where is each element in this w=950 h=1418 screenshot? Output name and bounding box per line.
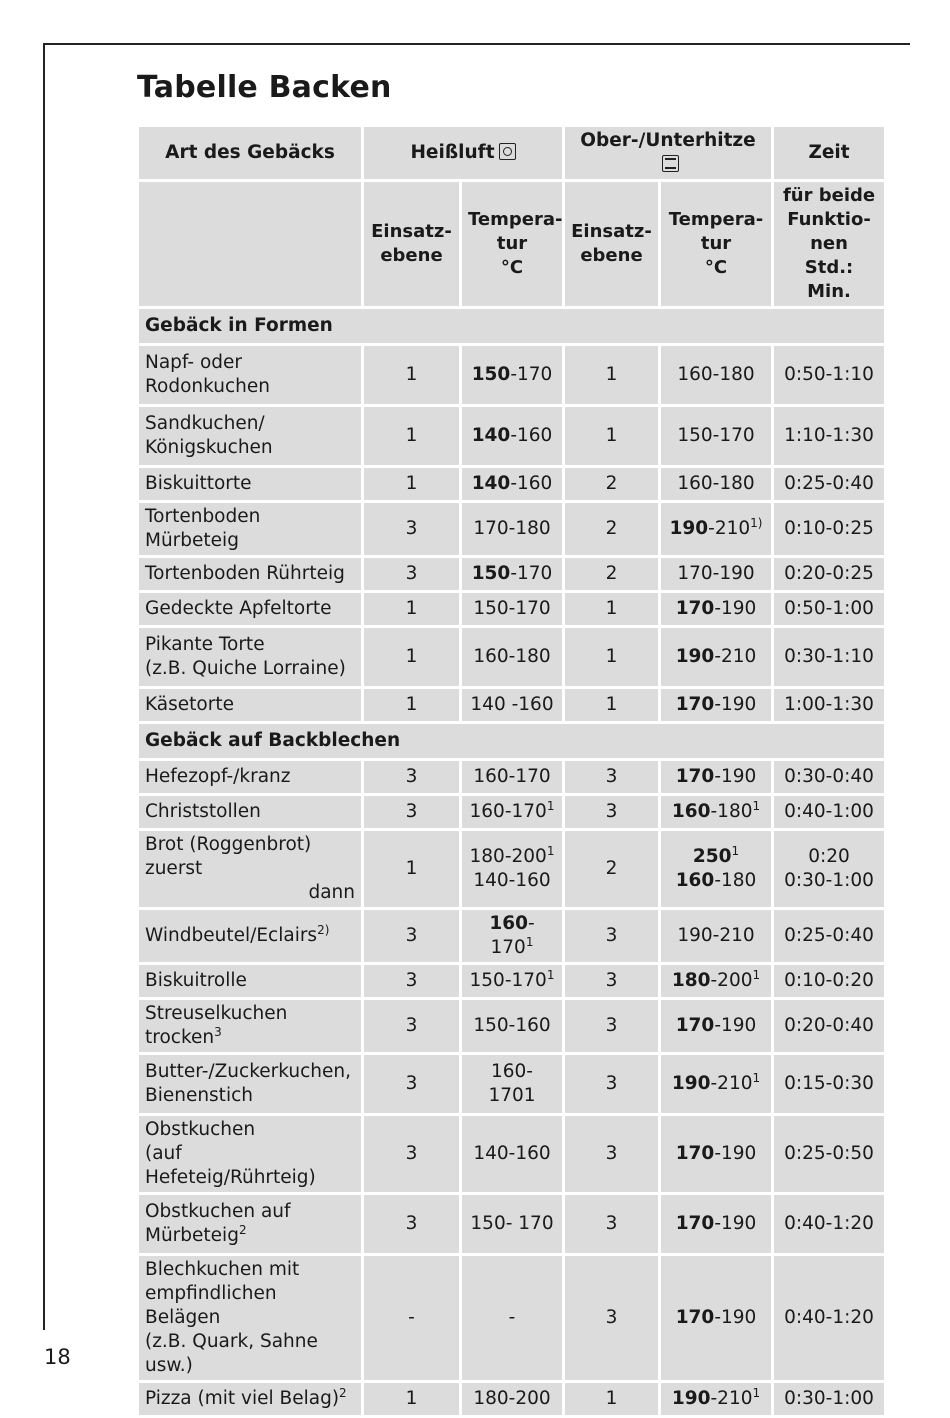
table-cell: 160-1701 xyxy=(462,1055,562,1113)
table-cell: 1 xyxy=(364,407,459,465)
table-cell: 160-180 xyxy=(661,346,771,404)
section-row xyxy=(139,309,884,343)
table-cell: $180-200^1$ 140-160 xyxy=(462,831,562,907)
table-cell: Tortenboden Rührteig xyxy=(139,558,361,590)
table-cell: Gedeckte Apfeltorte xyxy=(139,593,361,625)
table-cell: 3 xyxy=(364,1195,459,1253)
table-cell: 150-170 xyxy=(462,346,562,404)
table-cell: 170-190 xyxy=(661,761,771,793)
table-cell: 3 xyxy=(565,965,658,997)
table-cell: 3 xyxy=(565,796,658,828)
table-cell: 0:10-0:20 xyxy=(774,965,884,997)
table-cell: 1 xyxy=(565,628,658,686)
table-row xyxy=(139,628,884,686)
table-cell: 140-160 xyxy=(462,468,562,500)
table-cell: Tortenboden Mürbeteig xyxy=(139,503,361,555)
table-cell: 1 xyxy=(364,628,459,686)
table-cell: 1 xyxy=(364,689,459,721)
table-cell: 150-160 xyxy=(462,1000,562,1052)
table-cell: 140 -160 xyxy=(462,689,562,721)
top-bottom-heat-icon xyxy=(662,155,679,172)
table-cell: 3 xyxy=(565,1000,658,1052)
table-cell: 3 xyxy=(364,965,459,997)
table-cell: 1 xyxy=(364,346,459,404)
table-cell: 1 xyxy=(565,593,658,625)
section-row xyxy=(139,724,884,758)
table-cell: 1 xyxy=(565,407,658,465)
table-cell: 0:25-0:40 xyxy=(774,468,884,500)
table-cell: 0:50-1:00 xyxy=(774,593,884,625)
table-row xyxy=(139,1116,884,1192)
table-cell: 3 xyxy=(565,1256,658,1380)
table-cell: 150-170 xyxy=(462,558,562,590)
table-cell: 0:20-0:40 xyxy=(774,1000,884,1052)
table-cell: Käsetorte xyxy=(139,689,361,721)
table-row xyxy=(139,796,884,828)
table-cell: 170-190 xyxy=(661,558,771,590)
table-row xyxy=(139,965,884,997)
table-cell: 1:00-1:30 xyxy=(774,689,884,721)
table-cell: 190-210$^{1)}$ xyxy=(661,503,771,555)
table-cell: $190-210^1$ xyxy=(661,1055,771,1113)
table-row xyxy=(139,1000,884,1052)
table-cell: 140-160 xyxy=(462,1116,562,1192)
table-cell: 170-190 xyxy=(661,1256,771,1380)
table-cell: 1:10-1:30 xyxy=(774,407,884,465)
table-cell: 0:50-1:10 xyxy=(774,346,884,404)
table-cell: 180-200 xyxy=(462,1383,562,1415)
table-cell: $180-200^1$ xyxy=(661,965,771,997)
table-row xyxy=(139,1383,884,1415)
table-cell: 0:40-1:00 xyxy=(774,796,884,828)
table-row xyxy=(139,407,884,465)
table-cell: 0:25-0:50 xyxy=(774,1116,884,1192)
table-row xyxy=(139,1195,884,1253)
table-row xyxy=(139,468,884,500)
table-row xyxy=(139,346,884,404)
table-cell: 2 xyxy=(565,831,658,907)
table-cell: Obstkuchen auf Mürbeteig$^2$ xyxy=(139,1195,361,1253)
table-cell: 160-180 xyxy=(462,628,562,686)
subheader-temp-o: Tempera- tur °C xyxy=(661,182,771,306)
table-cell: 170-190 xyxy=(661,1116,771,1192)
table-cell: 3 xyxy=(565,761,658,793)
table-cell: 1 xyxy=(364,1383,459,1415)
table-cell: Sandkuchen/ Königskuchen xyxy=(139,407,361,465)
table-cell: 2 xyxy=(565,558,658,590)
table-cell: Obstkuchen (auf Hefeteig/Rührteig) xyxy=(139,1116,361,1192)
table-cell: Biskuitrolle xyxy=(139,965,361,997)
subheader-einsatz-o: Einsatz- ebene xyxy=(565,182,658,306)
table-cell: 150-170 xyxy=(661,407,771,465)
table-cell: 3 xyxy=(565,910,658,962)
table-cell: 0:30-1:00 xyxy=(774,1383,884,1415)
table-cell: - xyxy=(364,1256,459,1380)
table-cell: Hefezopf-/kranz xyxy=(139,761,361,793)
table-cell: 3 xyxy=(364,761,459,793)
top-rule xyxy=(43,43,910,45)
page-number: 18 xyxy=(44,1345,71,1369)
table-cell: 3 xyxy=(364,1000,459,1052)
table-cell: Christstollen xyxy=(139,796,361,828)
table-cell: 0:15-0:30 xyxy=(774,1055,884,1113)
table-cell: 2 xyxy=(565,468,658,500)
table-cell: 170-190 xyxy=(661,593,771,625)
subheader-row xyxy=(139,182,884,306)
table-cell: $160-170^1$ xyxy=(462,796,562,828)
subheader-einsatz-h: Einsatz- ebene xyxy=(364,182,459,306)
table-cell: $160-170^1$ xyxy=(462,910,562,962)
table-row xyxy=(139,593,884,625)
table-cell: 3 xyxy=(364,558,459,590)
table-cell: 160-180 xyxy=(661,468,771,500)
table-cell: 3 xyxy=(364,1116,459,1192)
table-cell: 150-170 xyxy=(462,593,562,625)
table-cell: 1 xyxy=(364,831,459,907)
baking-table xyxy=(136,124,887,1418)
table-cell: Streuselkuchen trocken$^3$ xyxy=(139,1000,361,1052)
subheader-empty xyxy=(139,182,361,306)
table-row xyxy=(139,831,884,907)
table-cell: $250^1$ 160-180 xyxy=(661,831,771,907)
table-row xyxy=(139,1055,884,1113)
table-cell: 3 xyxy=(364,1055,459,1113)
table-cell: 1 xyxy=(565,689,658,721)
table-row xyxy=(139,910,884,962)
table-row xyxy=(139,1256,884,1380)
table-cell: 170-180 xyxy=(462,503,562,555)
header-row xyxy=(139,127,884,179)
table-cell: 2 xyxy=(565,503,658,555)
table-cell: 1 xyxy=(364,468,459,500)
table-cell: $190-210^1$ xyxy=(661,1383,771,1415)
table-cell: 0:40-1:20 xyxy=(774,1256,884,1380)
table-cell: 0:40-1:20 xyxy=(774,1195,884,1253)
table-cell: 3 xyxy=(565,1055,658,1113)
table-cell: Biskuittorte xyxy=(139,468,361,500)
table-cell: 1 xyxy=(565,346,658,404)
table-cell: $150-170^1$ xyxy=(462,965,562,997)
table-cell: 190-210 xyxy=(661,910,771,962)
table-cell: Gebäck auf Backblechen xyxy=(139,724,884,758)
table-cell: 0:20 0:30-1:00 xyxy=(774,831,884,907)
table-cell: Pizza (mit viel Belag)$^2$ xyxy=(139,1383,361,1415)
table-cell: Blechkuchen mit empfindlichen Belägen (z.B. Quark, Sahne usw.) xyxy=(139,1256,361,1380)
table-cell: 0:25-0:40 xyxy=(774,910,884,962)
table-cell: 160-170 xyxy=(462,761,562,793)
table-cell: Brot (Roggenbrot) zuerst dann xyxy=(139,831,361,907)
table-cell: Windbeutel/Eclairs$^{2)}$ xyxy=(139,910,361,962)
col-oberunter: Ober-/Unterhitze xyxy=(565,127,771,179)
table-cell: 170-190 xyxy=(661,689,771,721)
table-cell: 170-190 xyxy=(661,1000,771,1052)
table-cell: 0:10-0:25 xyxy=(774,503,884,555)
table-row xyxy=(139,558,884,590)
table-cell: 3 xyxy=(565,1195,658,1253)
table-cell: 190-210 xyxy=(661,628,771,686)
table-cell: 1 xyxy=(565,1383,658,1415)
table-cell: 150- 170 xyxy=(462,1195,562,1253)
table-row xyxy=(139,503,884,555)
table-cell: 0:30-0:40 xyxy=(774,761,884,793)
table-cell: 0:30-1:10 xyxy=(774,628,884,686)
table-cell: - xyxy=(462,1256,562,1380)
table-cell: 170-190 xyxy=(661,1195,771,1253)
table-cell: 140-160 xyxy=(462,407,562,465)
page-title: Tabelle Backen xyxy=(137,70,392,105)
subheader-temp-h: Tempera- tur °C xyxy=(462,182,562,306)
col-heissluft: Heißluft xyxy=(364,127,562,179)
fan-icon xyxy=(499,143,516,160)
table-cell: Napf- oder Rodonkuchen xyxy=(139,346,361,404)
table-cell: 3 xyxy=(565,1116,658,1192)
col-zeit: Zeit xyxy=(774,127,884,179)
subheader-zeit: für beide Funktio- nen Std.: Min. xyxy=(774,182,884,306)
table-cell: Pikante Torte (z.B. Quiche Lorraine) xyxy=(139,628,361,686)
table-cell: $160-180^1$ xyxy=(661,796,771,828)
table-row xyxy=(139,761,884,793)
table-cell: Gebäck in Formen xyxy=(139,309,884,343)
table-cell: 3 xyxy=(364,503,459,555)
table-row xyxy=(139,689,884,721)
col-art: Art des Gebäcks xyxy=(139,127,361,179)
left-rule xyxy=(43,43,45,1330)
table-cell: 0:20-0:25 xyxy=(774,558,884,590)
table-cell: 3 xyxy=(364,910,459,962)
table-cell: 1 xyxy=(364,593,459,625)
table-cell: Butter-/Zuckerkuchen, Bienenstich xyxy=(139,1055,361,1113)
table-cell: 3 xyxy=(364,796,459,828)
